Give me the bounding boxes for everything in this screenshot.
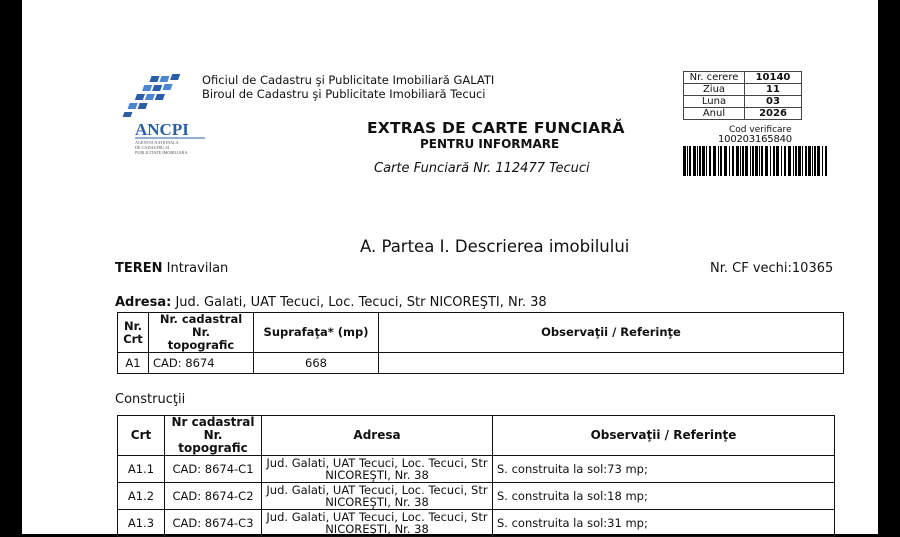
svg-text:DE CADASTRU SI: DE CADASTRU SI — [135, 145, 169, 150]
address-label: Adresa: — [115, 295, 172, 310]
cell-crt: A1.3 — [118, 510, 165, 537]
col-crt: Crt — [118, 416, 165, 456]
barcode-icon — [683, 146, 831, 176]
cf-old-number: Nr. CF vechi:10365 — [710, 261, 834, 276]
cell-address: Jud. Galati, UAT Tecuci, Loc. Tecuci, Str NICOREŞTI, Nr. 38 — [262, 456, 493, 483]
cell-obs — [379, 353, 844, 374]
cell-address: Jud. Galati, UAT Tecuci, Loc. Tecuci, Str NICOREŞTI, Nr. 38 — [262, 483, 493, 510]
address-line — [115, 295, 547, 310]
teren-line — [115, 261, 228, 276]
table-row — [118, 483, 835, 510]
document-subtitle: PENTRU INFORMARE — [420, 137, 560, 151]
cell-area: 668 — [254, 353, 379, 374]
request-number-label: Nr. cerere — [684, 72, 745, 84]
cell-obs: S. construita la sol:31 mp; — [493, 510, 835, 537]
cell-obs: S. construita la sol:73 mp; — [493, 456, 835, 483]
table-row — [118, 510, 835, 537]
svg-text:PUBLICITATE IMOBILIARA: PUBLICITATE IMOBILIARA — [135, 150, 188, 155]
office-line-2: Biroul de Cadastru şi Publicitate Imobiliară Tecuci — [202, 87, 486, 101]
col-adresa: Adresa — [262, 416, 493, 456]
cf-number: Carte Funciară Nr. 112477 Tecuci — [374, 161, 590, 176]
request-day-label: Ziua — [684, 84, 745, 96]
land-table — [117, 312, 844, 374]
table-row — [118, 456, 835, 483]
logo-wordmark: ANCPI — [135, 120, 189, 139]
logo-subtext: AGENTIA NATIONALA — [135, 140, 179, 145]
constructions-table-header — [118, 416, 835, 456]
cell-cad: CAD: 8674-C2 — [165, 483, 262, 510]
table-row — [118, 353, 844, 374]
cell-crt: A1.1 — [118, 456, 165, 483]
col-nr-crt: Nr. Crt — [118, 313, 149, 353]
cell-crt: A1 — [118, 353, 149, 374]
cell-cad: CAD: 8674-C3 — [165, 510, 262, 537]
cell-obs: S. construita la sol:18 mp; — [493, 483, 835, 510]
cell-cad: CAD: 8674 — [149, 353, 254, 374]
col-nr-cadastral: Nr cadastral Nr. topografic — [165, 416, 262, 456]
constructions-table — [117, 415, 835, 537]
document-title: EXTRAS DE CARTE FUNCIARĂ — [367, 119, 625, 137]
request-month-label: Luna — [684, 96, 745, 108]
col-suprafata: Suprafaţa* (mp) — [254, 313, 379, 353]
verify-code-label: Cod verificare — [729, 125, 792, 135]
document-page — [22, 0, 878, 534]
teren-value: Intravilan — [166, 261, 229, 276]
col-observatii: Observaţii / Referinţe — [493, 416, 835, 456]
request-info-table — [683, 71, 802, 120]
land-table-header — [118, 313, 844, 353]
section-title: A. Partea I. Descrierea imobilului — [360, 237, 630, 256]
address-value: Jud. Galati, UAT Tecuci, Loc. Tecuci, Str NICOREŞTI, Nr. 38 — [175, 295, 547, 310]
constructions-label: Construcţii — [115, 392, 186, 407]
request-day-value: 11 — [745, 84, 802, 96]
col-observatii: Observaţii / Referinţe — [379, 313, 844, 353]
request-number-value: 10140 — [745, 72, 802, 84]
teren-label: TEREN — [115, 261, 163, 276]
request-year-label: Anul — [684, 108, 745, 120]
verify-code-value: 100203165840 — [718, 134, 792, 145]
cell-cad: CAD: 8674-C1 — [165, 456, 262, 483]
cell-crt: A1.2 — [118, 483, 165, 510]
col-nr-cadastral: Nr. cadastral Nr. topografic — [149, 313, 254, 353]
request-month-value: 03 — [745, 96, 802, 108]
cell-address: Jud. Galati, UAT Tecuci, Loc. Tecuci, Str NICOREŞTI, Nr. 38 — [262, 510, 493, 537]
office-line-1: Oficiul de Cadastru şi Publicitate Imobiliară GALATI — [202, 73, 495, 87]
request-year-value: 2026 — [745, 108, 802, 120]
